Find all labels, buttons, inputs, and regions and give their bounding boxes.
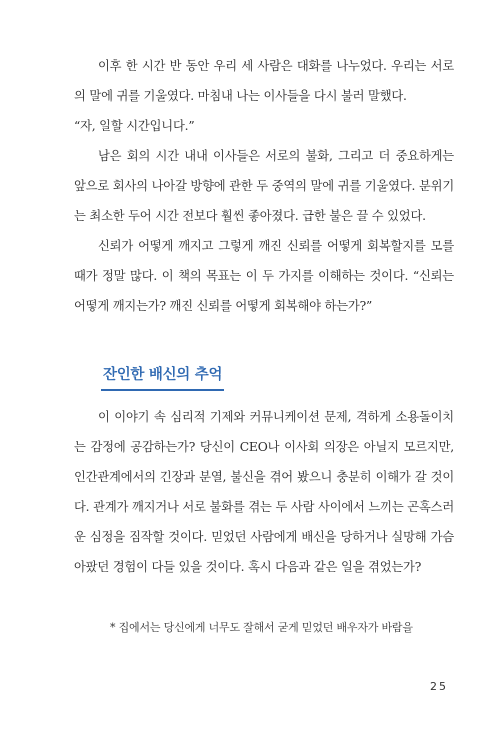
footnote: * 집에서는 당신에게 너무도 잘해서 굳게 믿었던 배우자가 바람을: [110, 621, 413, 634]
paragraph: 이후 한 시간 반 동안 우리 세 사람은 대화를 나누었다. 우리는 서로의 말에 귀를 기울였다. 마침내 나는 이사들을 다시 불러 말했다.: [74, 59, 454, 103]
paragraph: 이 이야기 속 심리적 기제와 커뮤니케이션 문제, 격하게 소용돌이치는 감정에 공감하는가? 당신이 CEO나 이사회 의장은 아닐지 모르지만, 인간관계에서의 긴장과 분열, 불신을 겪어 봤으니 충분히 이해가 갈 것이다. 관계가 깨지거나 서로 불화를 겪는 두 사람 사이에서 느끼는 곤혹스러운 심정을 짐작할 것이다. 믿었던 사람에게 배신을 당하거나 실망해 가슴 아팠던 경험이 다들 있을 것이다. 혹시 다음과 같은 일을 겪었는가?: [74, 410, 454, 574]
paragraph: 신뢰가 어떻게 깨지고 그렇게 깨진 신뢰를 어떻게 회복할지를 모를 때가 정말 많다. 이 책의 목표는 이 두 가지를 이해하는 것이다. “신뢰는 어떻게 깨지는가? 깨진 신뢰를 어떻게 회복해야 하는가?”: [74, 239, 454, 313]
section-heading-underline: [101, 389, 224, 391]
paragraph: 남은 회의 시간 내내 이사들은 서로의 불화, 그리고 더 중요하게는 앞으로 회사의 나아갈 방향에 관한 두 중역의 말에 귀를 기울였다. 분위기는 최소한 두어 시간 전보다 훨씬 좋아졌다. 급한 불은 끌 수 있었다.: [74, 149, 454, 223]
body-text-section: [74, 402, 454, 582]
body-text-top: [74, 51, 454, 321]
page-number: 25: [430, 680, 448, 693]
paragraph-quote: “자, 일할 시간입니다.”: [74, 119, 195, 133]
section-heading: 잔인한 배신의 추억: [103, 367, 223, 383]
